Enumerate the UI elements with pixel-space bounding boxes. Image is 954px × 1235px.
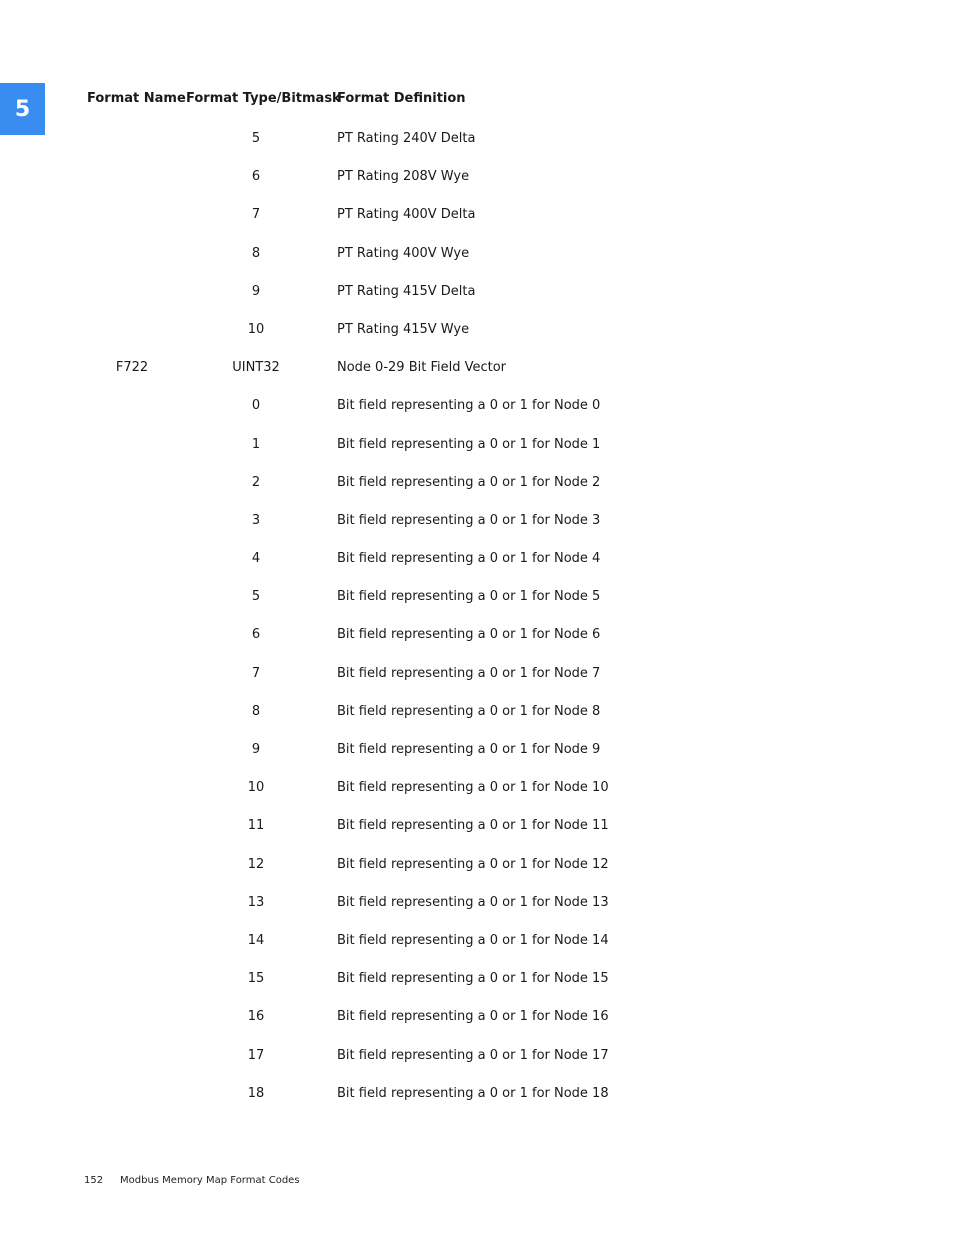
- cell-format-type: 9: [251, 283, 261, 299]
- cell-format-definition: Bit field representing a 0 or 1 for Node 11: [337, 818, 609, 834]
- table-row: [0, 387, 954, 425]
- cell-format-type: 2: [251, 474, 261, 490]
- format-table-body: [0, 120, 954, 1113]
- table-row: [0, 1037, 954, 1075]
- table-row: [0, 158, 954, 196]
- cell-format-definition: Bit field representing a 0 or 1 for Node 16: [337, 1009, 609, 1025]
- footer-section-title: Modbus Memory Map Format Codes: [120, 1175, 300, 1186]
- table-row: [0, 120, 954, 158]
- table-row: [0, 884, 954, 922]
- cell-format-type: 5: [251, 131, 261, 146]
- cell-format-type: 6: [251, 169, 261, 185]
- cell-format-type: 7: [251, 207, 261, 223]
- table-row: [0, 922, 954, 960]
- table-row: [0, 998, 954, 1036]
- table-row: [0, 807, 954, 845]
- cell-format-type: 11: [247, 818, 265, 834]
- cell-format-definition: Bit field representing a 0 or 1 for Node 1: [337, 436, 601, 452]
- cell-format-definition: Bit field representing a 0 or 1 for Node 10: [337, 780, 609, 796]
- cell-format-definition: Bit field representing a 0 or 1 for Node 14: [337, 932, 609, 948]
- cell-format-definition: Node 0-29 Bit Field Vector: [337, 360, 507, 376]
- cell-format-type: 16: [247, 1009, 265, 1025]
- cell-format-type: 15: [247, 971, 265, 987]
- cell-format-definition: Bit field representing a 0 or 1 for Node 4: [337, 551, 601, 567]
- cell-format-definition: Bit field representing a 0 or 1 for Node 12: [337, 856, 609, 872]
- cell-format-type: 10: [247, 780, 265, 796]
- page-number: 152: [84, 1175, 104, 1186]
- cell-format-type: 7: [251, 665, 261, 681]
- cell-format-definition: Bit field representing a 0 or 1 for Node 18: [337, 1085, 609, 1101]
- cell-format-definition: Bit field representing a 0 or 1 for Node 5: [337, 589, 601, 605]
- table-row: [0, 655, 954, 693]
- cell-format-definition: PT Rating 208V Wye: [337, 169, 470, 185]
- table-row: [0, 426, 954, 464]
- cell-format-definition: PT Rating 415V Delta: [337, 283, 476, 299]
- cell-format-type: UINT32: [232, 360, 280, 376]
- table-row: [0, 349, 954, 387]
- cell-format-type: 4: [251, 551, 261, 567]
- table-row: [0, 464, 954, 502]
- cell-format-definition: PT Rating 400V Delta: [337, 207, 476, 223]
- table-row: [0, 1075, 954, 1113]
- table-row: [0, 846, 954, 884]
- cell-format-type: 3: [251, 512, 261, 528]
- cell-format-type: 17: [247, 1047, 265, 1063]
- cell-format-definition: Bit field representing a 0 or 1 for Node 13: [337, 894, 609, 910]
- cell-format-name: F722: [115, 360, 149, 376]
- cell-format-definition: Bit field representing a 0 or 1 for Node 3: [337, 512, 601, 528]
- table-row: [0, 578, 954, 616]
- cell-format-type: 18: [247, 1085, 265, 1101]
- table-row: [0, 693, 954, 731]
- cell-format-definition: PT Rating 415V Wye: [337, 321, 470, 337]
- cell-format-type: 8: [251, 703, 261, 719]
- table-row: [0, 502, 954, 540]
- cell-format-definition: Bit field representing a 0 or 1 for Node 2: [337, 474, 601, 490]
- cell-format-definition: Bit field representing a 0 or 1 for Node 8: [337, 703, 601, 719]
- cell-format-type: 8: [251, 245, 261, 261]
- cell-format-type: 13: [247, 894, 265, 910]
- cell-format-type: 1: [251, 436, 261, 452]
- cell-format-type: 10: [247, 321, 265, 337]
- cell-format-definition: PT Rating 400V Wye: [337, 245, 470, 261]
- table-row: [0, 616, 954, 654]
- cell-format-type: 5: [251, 589, 261, 605]
- cell-format-type: 12: [247, 856, 265, 872]
- table-row: [0, 769, 954, 807]
- chapter-number: 5: [14, 96, 31, 122]
- cell-format-type: 14: [247, 932, 265, 948]
- table-row: [0, 731, 954, 769]
- cell-format-definition: Bit field representing a 0 or 1 for Node 17: [337, 1047, 609, 1063]
- table-row: [0, 235, 954, 273]
- cell-format-definition: Bit field representing a 0 or 1 for Node 15: [337, 971, 609, 987]
- table-row: [0, 273, 954, 311]
- cell-format-definition: Bit field representing a 0 or 1 for Node 0: [337, 398, 601, 414]
- table-row: [0, 196, 954, 234]
- table-row: [0, 540, 954, 578]
- cell-format-type: 9: [251, 742, 261, 757]
- cell-format-definition: PT Rating 240V Delta: [337, 131, 476, 146]
- cell-format-definition: Bit field representing a 0 or 1 for Node 6: [337, 627, 601, 643]
- column-header-format-definition: Format Definition: [337, 91, 466, 106]
- cell-format-type: 6: [251, 627, 261, 643]
- column-header-format-name: Format Name: [87, 91, 186, 106]
- table-row: [0, 311, 954, 349]
- cell-format-definition: Bit field representing a 0 or 1 for Node 9: [337, 742, 601, 757]
- cell-format-definition: Bit field representing a 0 or 1 for Node 7: [337, 665, 601, 681]
- table-row: [0, 960, 954, 998]
- column-header-format-type: Format Type/Bitmask: [186, 91, 341, 106]
- cell-format-type: 0: [251, 398, 261, 414]
